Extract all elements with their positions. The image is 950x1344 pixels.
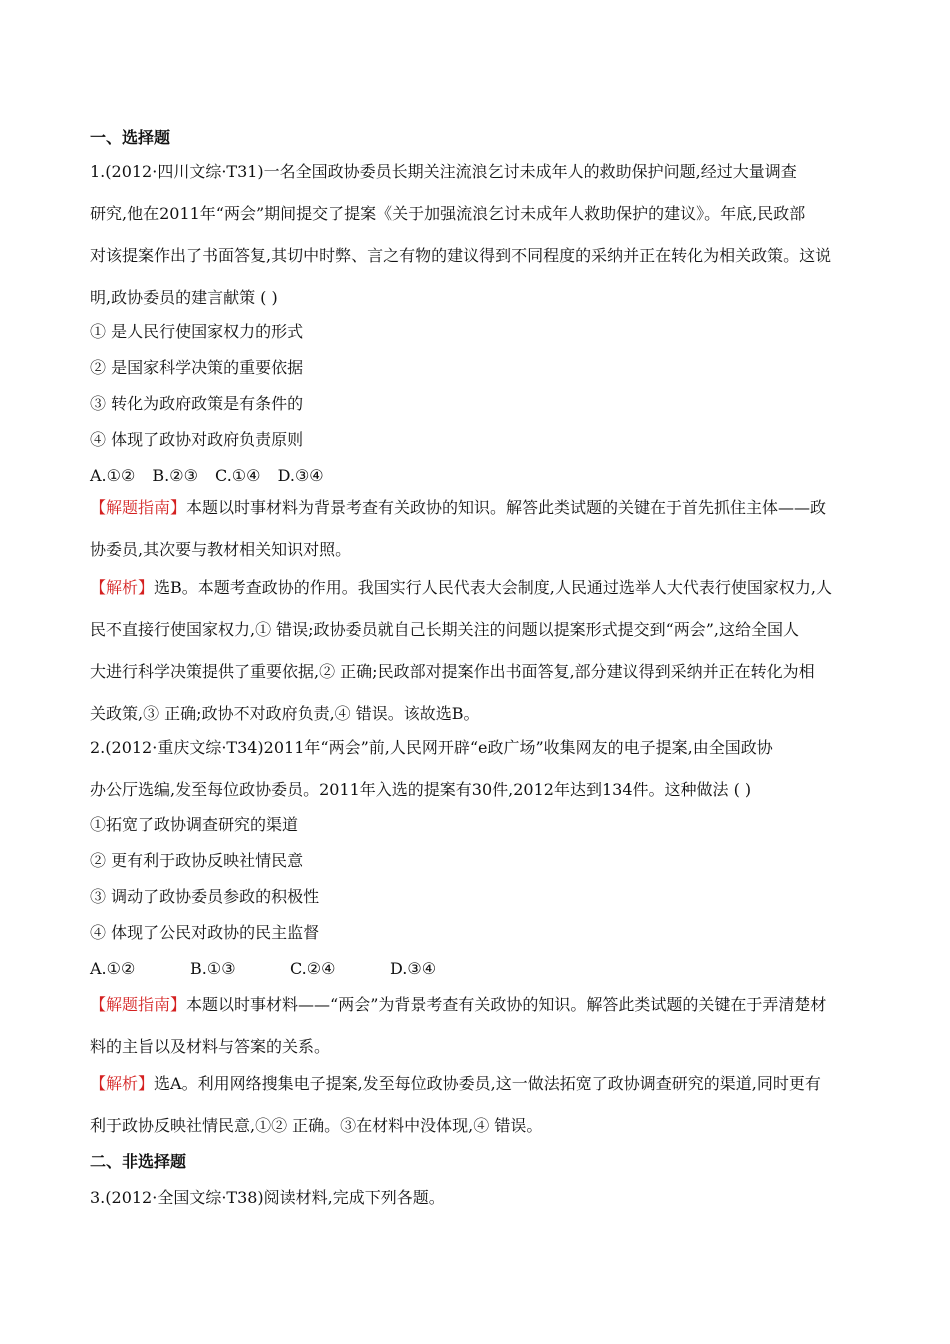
analysis-label: 【解析】: [90, 1074, 155, 1093]
q1-stem-line: 1.(2012·四川文综·T31)一名全国政协委员长期关注流浪乞讨未成年人的救助保护问题,经过大量调查: [90, 162, 797, 181]
q1-analysis-line: 民不直接行使国家权力,① 错误;政协委员就自己长期关注的问题以提案形式提交到“两会”,这给全国人: [90, 620, 800, 639]
q2-stem-line: 2.(2012·重庆文综·T34)2011年“两会”前,人民网开辟“e政广场”收集网友的电子提案,由全国政协: [90, 738, 773, 757]
analysis-text: 选A。利用网络搜集电子提案,发至每位政协委员,这一做法拓宽了政协调查研究的渠道,同时更有: [154, 1074, 821, 1093]
q2-option-d: D.③④: [390, 959, 437, 978]
q1-option-c: C.①④: [215, 466, 261, 485]
q1-stem-line: 研究,他在2011年“两会”期间提交了提案《关于加强流浪乞讨未成年人救助保护的建议》。年底,民政部: [90, 204, 806, 223]
section-heading-choice: 一、选择题: [90, 128, 171, 147]
q1-item: ③ 转化为政府政策是有条件的: [90, 394, 304, 413]
q1-guide-line: 协委员,其次要与教材相关知识对照。: [90, 540, 352, 559]
q2-options: [90, 959, 870, 979]
q1-stem-line: 对该提案作出了书面答复,其切中时弊、言之有物的建议得到不同程度的采纳并正在转化为相关政策。这说: [90, 246, 832, 265]
q1-item: ② 是国家科学决策的重要依据: [90, 358, 304, 377]
q2-item: ③ 调动了政协委员参政的积极性: [90, 887, 320, 906]
q2-analysis: [90, 1074, 870, 1094]
q1-guide: [90, 498, 870, 518]
q2-item: ④ 体现了公民对政协的民主监督: [90, 923, 320, 942]
q1-option-d: D.③④: [277, 466, 324, 485]
q2-guide: [90, 995, 870, 1015]
guide-label: 【解题指南】: [90, 995, 187, 1014]
q3-stem: 3.(2012·全国文综·T38)阅读材料,完成下列各题。: [90, 1188, 445, 1207]
q1-analysis-line: 大进行科学决策提供了重要依据,② 正确;民政部对提案作出书面答复,部分建议得到采纳并正在转化为相: [90, 662, 815, 681]
q2-guide-line: 料的主旨以及材料与答案的关系。: [90, 1037, 331, 1056]
guide-label: 【解题指南】: [90, 498, 187, 517]
q1-option-a: A.①②: [90, 466, 136, 485]
analysis-label: 【解析】: [90, 578, 155, 597]
analysis-text: 选B。本题考查政协的作用。我国实行人民代表大会制度,人民通过选举人大代表行使国家权力,人: [154, 578, 832, 597]
q1-options: [90, 466, 870, 486]
q2-item: ①拓宽了政协调查研究的渠道: [90, 815, 299, 834]
q2-option-b: B.①③: [190, 959, 236, 978]
q2-analysis-line: 利于政协反映社情民意,①② 正确。③在材料中没体现,④ 错误。: [90, 1116, 543, 1135]
q1-analysis: [90, 578, 870, 598]
q2-stem-line: 办公厅选编,发至每位政协委员。2011年入选的提案有30件,2012年达到134件。这种做法 ( ): [90, 780, 752, 799]
q2-option-c: C.②④: [290, 959, 336, 978]
q1-option-b: B.②③: [152, 466, 198, 485]
q2-option-a: A.①②: [90, 959, 136, 978]
section-heading-nonchoice: 二、非选择题: [90, 1152, 187, 1171]
q1-analysis-line: 关政策,③ 正确;政协不对政府负责,④ 错误。该故选B。: [90, 704, 480, 723]
q1-item: ① 是人民行使国家权力的形式: [90, 322, 304, 341]
guide-text: 本题以时事材料为背景考查有关政协的知识。解答此类试题的关键在于首先抓住主体——政: [186, 498, 827, 517]
q2-item: ② 更有利于政协反映社情民意: [90, 851, 304, 870]
q1-item: ④ 体现了政协对政府负责原则: [90, 430, 304, 449]
q1-stem-line: 明,政协委员的建言献策 ( ): [90, 288, 278, 307]
guide-text: 本题以时事材料——“两会”为背景考查有关政协的知识。解答此类试题的关键在于弄清楚材: [186, 995, 827, 1014]
